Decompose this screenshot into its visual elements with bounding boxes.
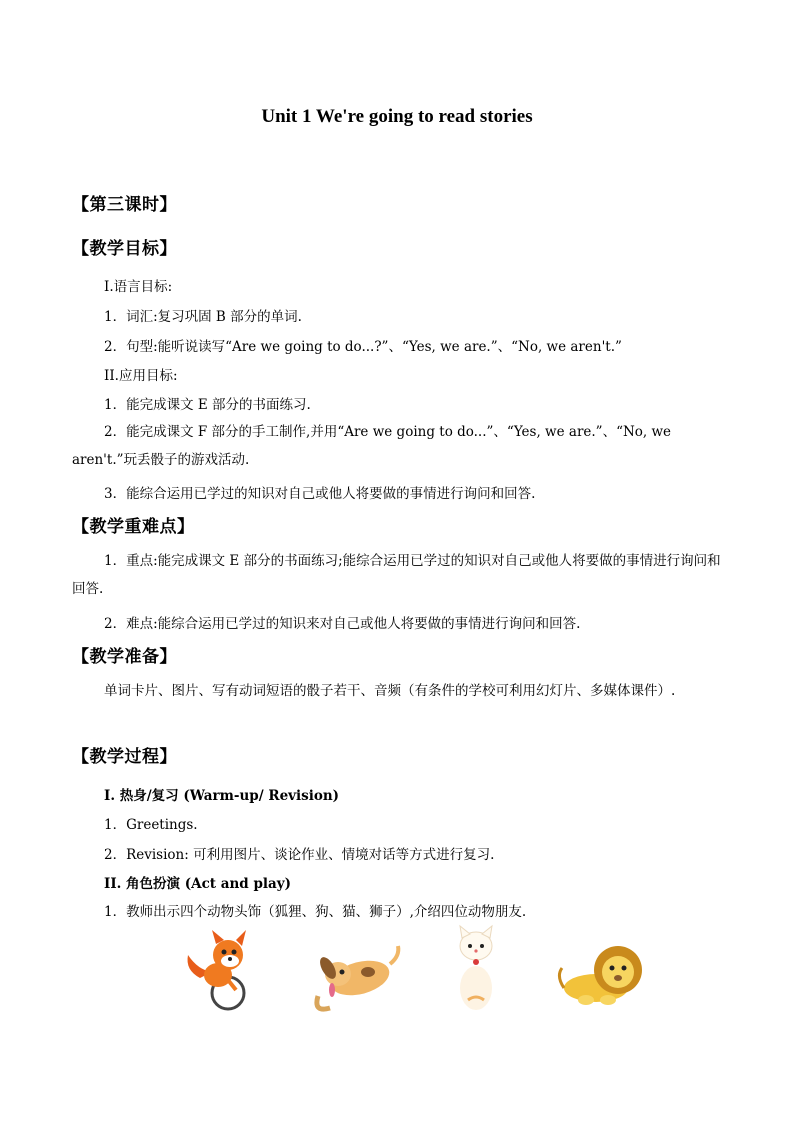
goals-line: II.应用目标: [104,368,178,384]
process-line: 1．Greetings. [104,817,198,833]
goals-line: 1．词汇:复习巩固 B 部分的单词. [104,309,302,325]
goals-line: 3．能综合运用已学过的知识对自己或他人将要做的事情进行询问和回答. [104,486,536,502]
section-heading-warmup: I. 热身/复习 (Warm-up/ Revision) [104,788,340,804]
goals-paragraph: 2．能完成课文 F 部分的手工制作,并用“Are we going to do...”、“Yes, we are.”、“No, we aren't.”玩丢骰子的游戏活动. [72,424,672,468]
key-points-line: 2．难点:能综合运用已学过的知识来对自己或他人将要做的事情进行询问和回答. [104,616,581,632]
key-points-paragraph: 1．重点:能完成课文 E 部分的书面练习;能综合运用已学过的知识对自己或他人将要做的事情进行询问和回答. [72,553,721,597]
cat-icon [446,924,506,1014]
goals-line: I.语言目标: [104,279,173,295]
preparation-paragraph: 单词卡片、图片、写有动词短语的骰子若干、音频（有条件的学校可利用幻灯片、多媒体课件）. [104,683,676,699]
goals-heading: 【教学目标】 [72,239,177,259]
lesson-heading: 【第三课时】 [72,195,177,215]
section-heading-act-and-play: II. 角色扮演 (Act and play) [104,876,291,892]
animal-illustrations [180,930,660,1015]
key-points-heading: 【教学重难点】 [72,517,195,537]
goals-line: 1．能完成课文 E 部分的书面练习. [104,397,311,413]
page-title: Unit 1 We're going to read stories [261,106,533,127]
process-line: 2．Revision: 可利用图片、谈论作业、情境对话等方式进行复习. [104,847,495,863]
process-line: 1．教师出示四个动物头饰（狐狸、狗、猫、狮子）,介绍四位动物朋友. [104,904,527,920]
lion-icon [556,936,651,1011]
dog-icon [308,938,403,1013]
goals-line: 2．句型:能听说读写“Are we going to do...?”、“Yes, we are.”、“No, we aren't.” [104,339,622,355]
process-heading: 【教学过程】 [72,747,177,767]
preparation-heading: 【教学准备】 [72,647,177,667]
fox-on-bicycle-icon [180,930,270,1015]
